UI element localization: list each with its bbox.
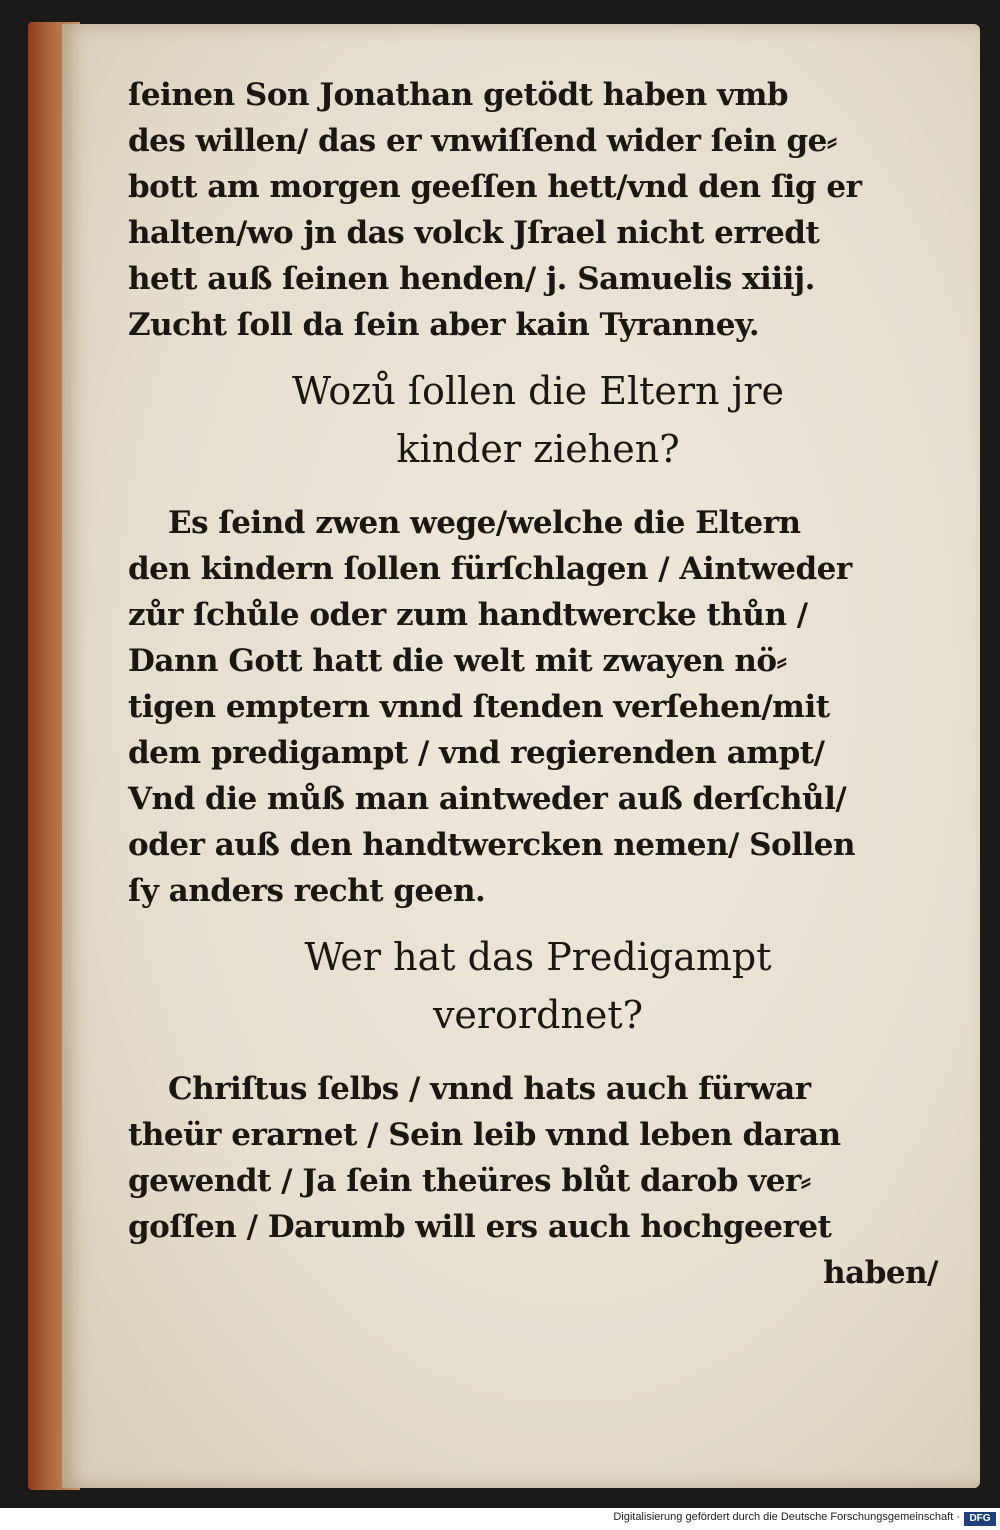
text-line: tigen emptern vnnd ſtenden verſehen/mit [128, 689, 830, 725]
text-line: bott am morgen geeſſen hett/vnd den ſig er [128, 169, 862, 205]
text-line: halten/wo jn das volck Jſrael nicht erredt [128, 215, 820, 251]
text-line: ſy anders recht geen. [128, 873, 486, 909]
text-line: dem predigampt / vnd regierenden ampt/ [128, 735, 825, 771]
section-heading: kinder ziehen? [396, 427, 680, 471]
text-line: Zucht ſoll da ſein aber kain Tyranney. [128, 307, 760, 343]
section-heading: Wer hat das Predigampt [304, 935, 772, 979]
text-line: Es ſeind zwen wege/welche die Eltern [168, 505, 801, 541]
text-line: Dann Gott hatt die welt mit zwayen nö⸗ [128, 643, 787, 679]
text-line: den kindern ſollen fürſchlagen / Aintweder [128, 551, 852, 587]
dfg-logo: DFG [964, 1512, 996, 1526]
text-line: Vnd die můß man aintweder auß derſchůl/ [128, 781, 847, 817]
funding-credit: Digitalisierung gefördert durch die Deutsche Forschungsgemeinschaft · [613, 1511, 960, 1523]
text-line: zůr ſchůle oder zum handtwercke thůn / [128, 597, 808, 633]
text-line: hett auß ſeinen henden/ j. Samuelis xiiij. [128, 261, 815, 297]
text-line: ſeinen Son Jonathan getödt haben vmb [128, 77, 789, 113]
text-line: gewendt / Ja ſein theüres blůt darob ver⸗ [128, 1163, 811, 1199]
footer-bar [0, 1508, 1000, 1530]
page-text [128, 72, 948, 1296]
section-heading: verordnet? [432, 993, 644, 1037]
text-line: oder auß den handtwercken nemen/ Sollen [128, 827, 856, 863]
text-line: Chriſtus ſelbs / vnnd hats auch fürwar [168, 1071, 811, 1107]
section-heading: Wozů ſollen die Eltern jre [291, 369, 785, 413]
text-line: des willen/ das er vnwiſſend wider ſein ge⸗ [128, 123, 837, 159]
text-line: theür erarnet / Sein leib vnnd leben daran [128, 1117, 841, 1153]
catchword: haben/ [823, 1255, 938, 1291]
text-line: goſſen / Darumb will ers auch hochgeeret [128, 1209, 832, 1245]
